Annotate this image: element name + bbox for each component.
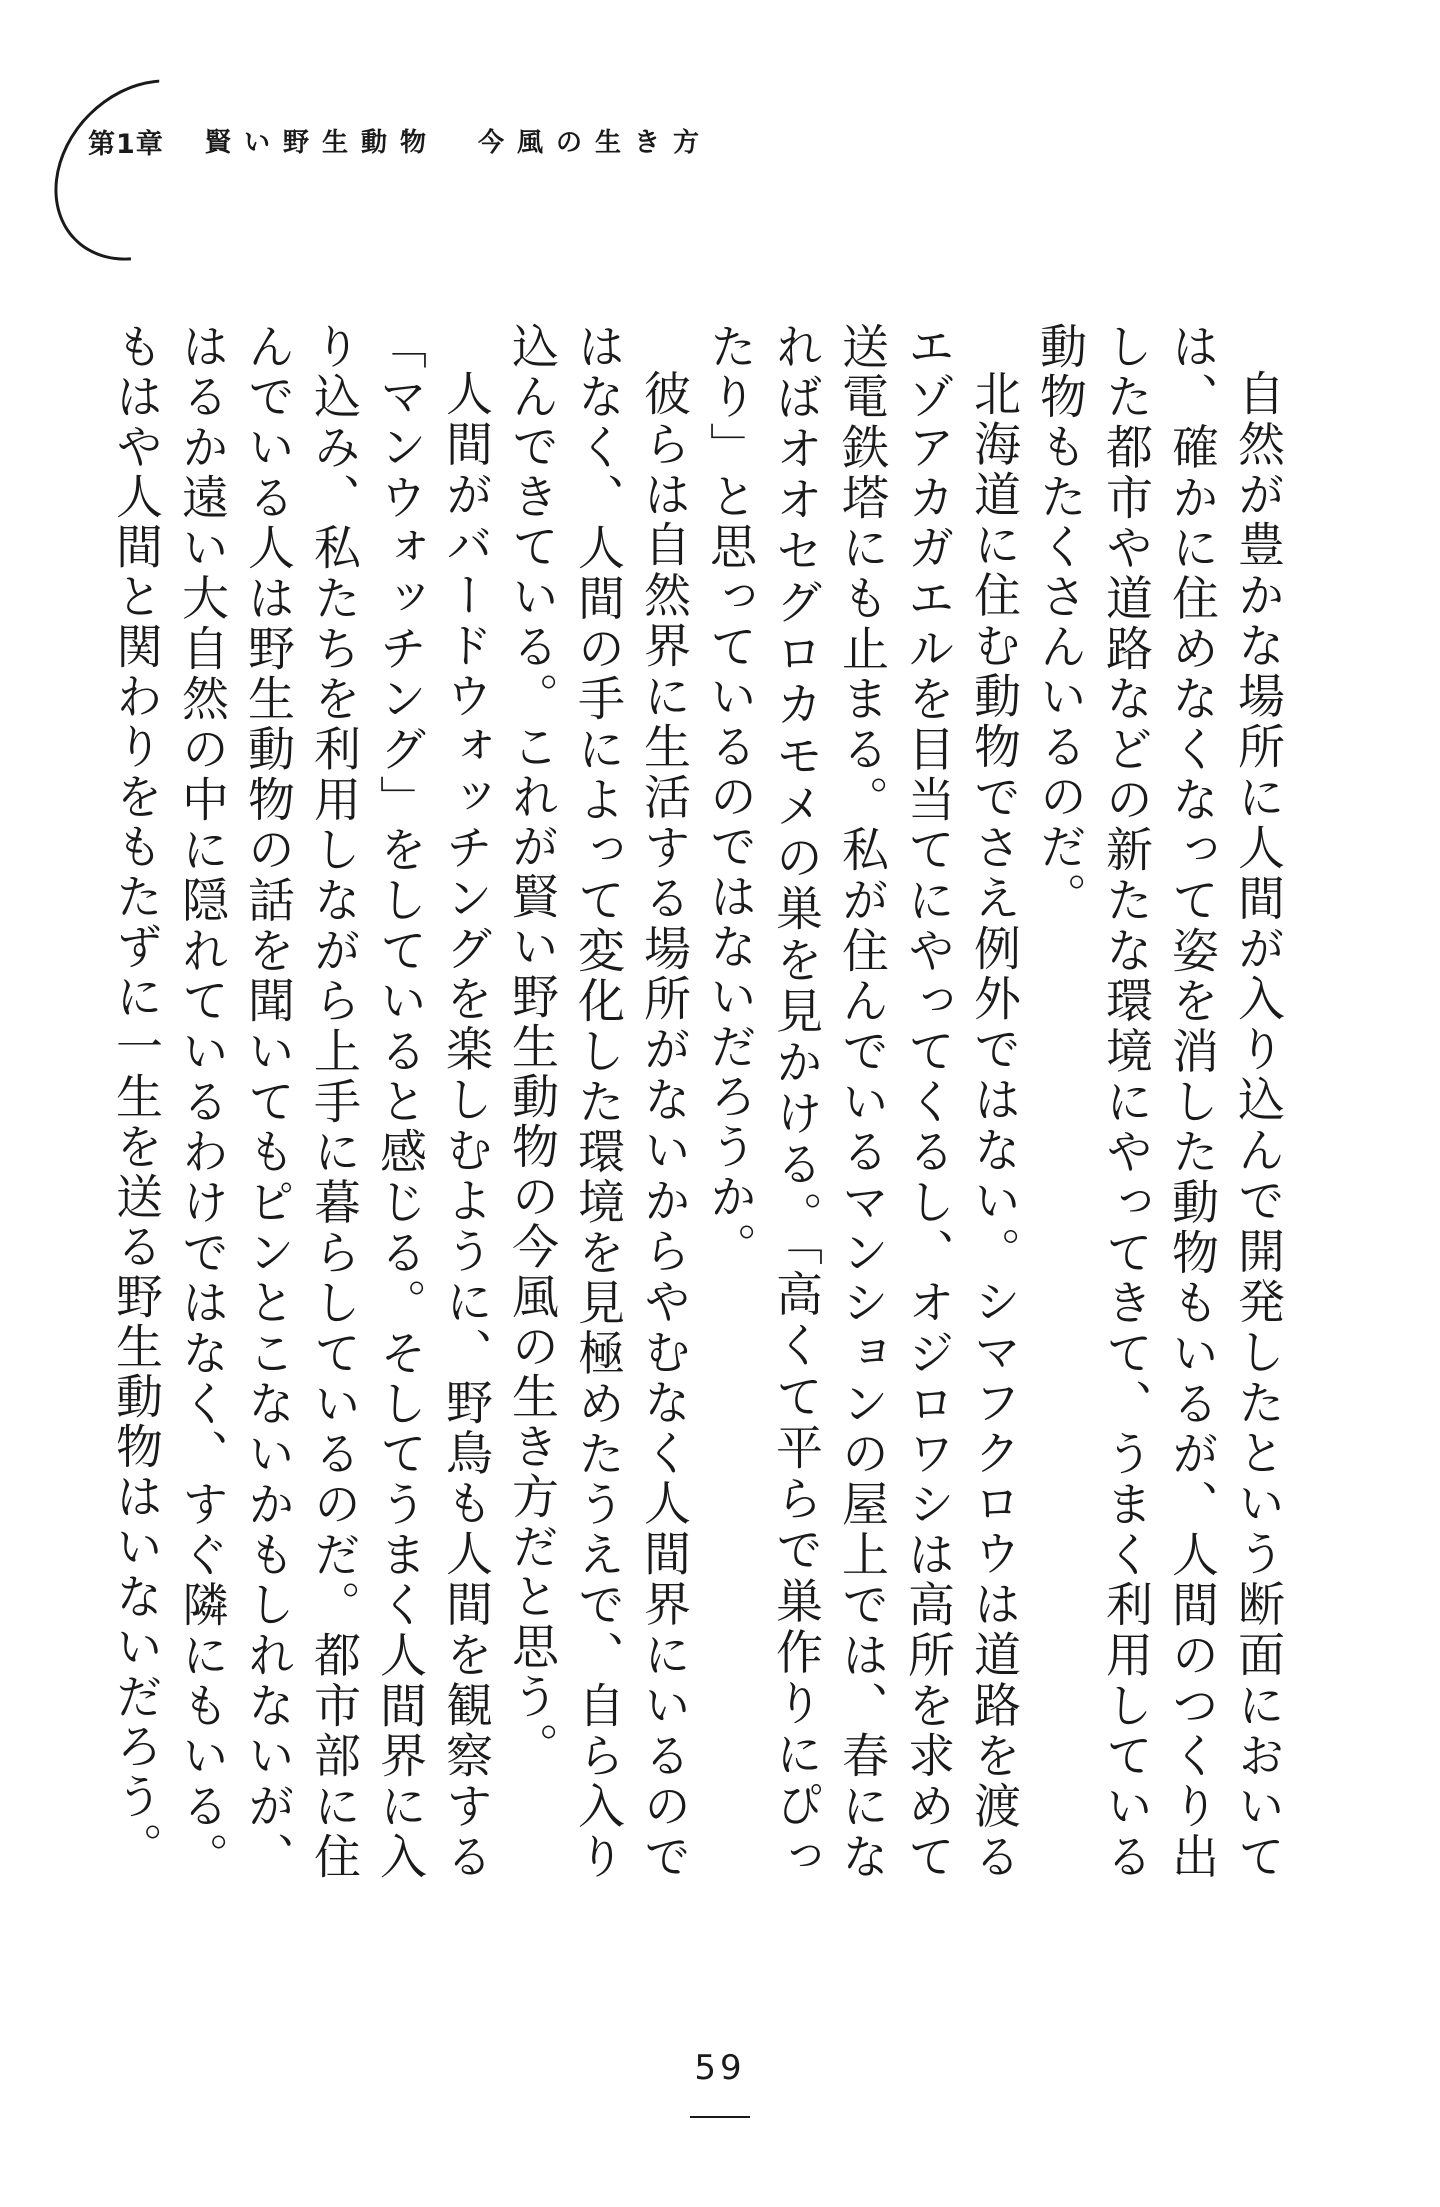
running-header — [0, 60, 1440, 200]
chapter-number: 第1章 — [88, 129, 164, 160]
paragraph-4: 人間がバードウォッチングを楽しむように、野鳥も人間を観察する「マンウォッチング」をしていると感じる。そしてうまく人間界に入り込み、私たちを利用しながら上手に暮らしているのだ。都市部に住んでいる人は野生動物の話を聞いてもピンとこないかもしれないが、はるか遠い大自然の中に隠れているわけではなく、すぐ隣にもいる。もはや人間と関わりをもたずに一生を送る野生動物はいないだろう。 — [108, 322, 493, 1882]
paragraph-2: 北海道に住む動物でさえ例外ではない。シマフクロウは道路を渡るエゾアカガエルを目当てにやってくるし、オジロワシは高所を求めて送電鉄塔にも止まる。私が住んでいるマンションの屋上では、春になればオオセグロカモメの巣を見かける。「高くて平らで巣作りにぴったり」と思っているのではないだろうか。 — [702, 322, 1021, 1883]
chapter-arc-decoration — [18, 43, 273, 298]
page-number: 59 — [694, 2048, 746, 2088]
paragraph-1: 自然が豊かな場所に人間が入り込んで開発したという断面においては、確かに住めなくなって姿を消した動物もいるが、人間のつくり出した都市や道路などの新たな環境にやってきて、うまく利用している動物もたくさんいるのだ。 — [1032, 322, 1285, 1882]
paragraph-3: 彼らは自然界に生活する場所がないからやむなく人間界にいるのではなく、人間の手によって変化した環境を見極めたうえで、自ら入り込んできている。これが賢い野生動物の今風の生き方だと思う。 — [504, 322, 691, 1883]
body-text — [102, 322, 1290, 1882]
chapter-title: 賢い野生動物 今風の生き方 — [205, 128, 713, 158]
page-number-rule — [690, 2116, 750, 2118]
